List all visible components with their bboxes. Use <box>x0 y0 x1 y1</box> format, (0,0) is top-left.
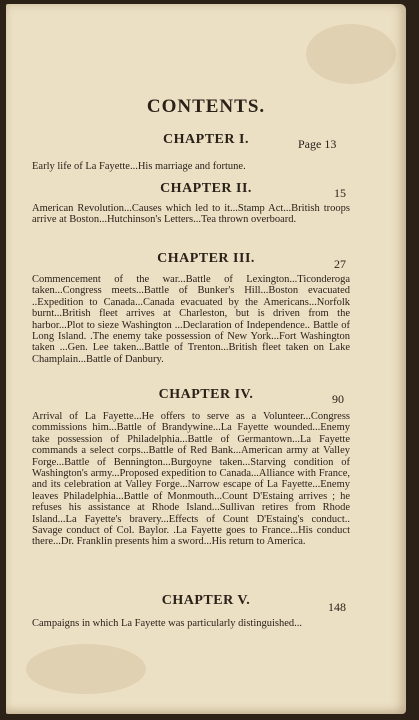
chapter-2-summary: American Revolution...Causes which led to it...Stamp Act...British troops arrive at Boston...Hutchinson's Letters...Tea thrown overboard. <box>32 203 350 226</box>
chapter-1-page: Page 13 <box>298 137 337 151</box>
chapter-5-page: 148 <box>328 600 346 614</box>
chapter-1-summary: Early life of La Fayette...His marriage and fortune. <box>32 161 246 172</box>
chapter-4-summary: Arrival of La Fayette...He offers to serve as a Volunteer...Congress commissions him...Battle of Brandywine...La Fayette wounded...Enemy take possession of Philadelphia...Battle of Germantown...La Fayette commands a select corps...Battle of Red Bank...American army at Valley Forge...Battle of Bennington...Burgoyne taken...Starving condition of Washington's army...Proposed expedition to Canada...Alliance with France, and its celebration at Valley Forge...Narrow escape of La Fayette...Enemy leaves Philadelphia...Battle of Monmouth...Count D'Estaing arrives ; he refuses his assistance at Rhode Island...Sullivan retires from Rhode Island...La Fayette's bravery...Effects of Count D'Estaing's conduct.. Savage conduct of Col. Baylor. .La Fayette goes to France...His conduct there...Dr. Franklin presents him a sword...His return to America. <box>32 411 350 548</box>
chapter-4-title: CHAPTER IV. <box>158 387 254 402</box>
book-page <box>6 4 406 714</box>
chapter-2-page: 15 <box>334 186 346 200</box>
chapter-3-summary: Commencement of the war...Battle of Lexington...Ticonderoga taken...Congress meets...Battle of Bunker's Hill...Boston evacuated ..Expedition to Canada...Canada evacuated by the Americans...Norfolk burnt...British fleet arrives at Charleston, but is driven from the harbor...Plot to sieze Washington ...Declaration of Independence.. Battle of Long Island. .The enemy take possession of New York...Fort Washington taken ...Gen. Lee taken...Battle of Trenton...British fleet taken on Lake Champlain...Battle of Danbury. <box>32 274 350 365</box>
chapter-2-title: CHAPTER II. <box>160 181 252 196</box>
paper-stain <box>306 24 396 84</box>
paper-stain <box>26 644 146 694</box>
chapter-3-title: CHAPTER III. <box>157 251 255 266</box>
chapter-5-title: CHAPTER V. <box>161 593 251 608</box>
chapter-5-summary: Campaigns in which La Fayette was particularly distinguished... <box>32 618 303 629</box>
chapter-1-title: CHAPTER I. <box>163 132 249 147</box>
chapter-3-page: 27 <box>334 257 346 271</box>
chapter-4-page: 90 <box>332 392 344 406</box>
contents-heading: CONTENTS. <box>146 96 266 117</box>
